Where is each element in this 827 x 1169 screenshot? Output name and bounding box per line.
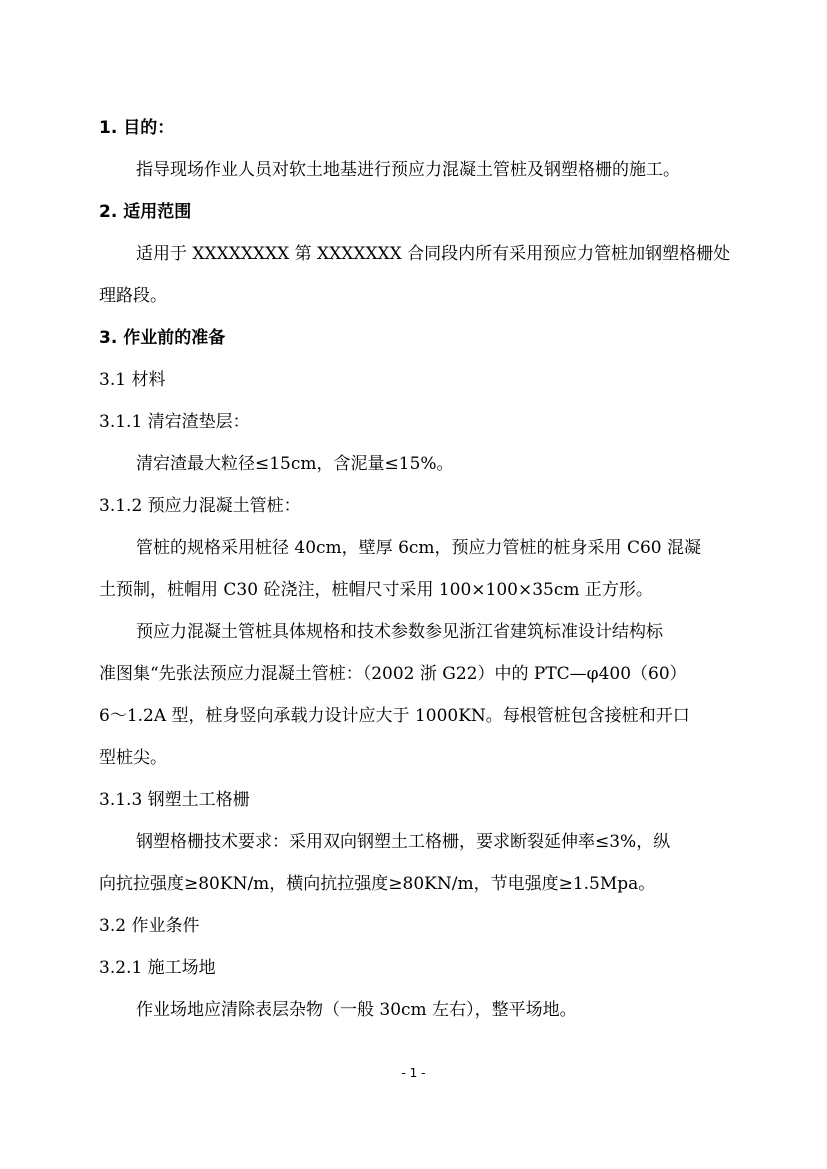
section-heading: 3.2.1 施工场地 xyxy=(99,958,216,978)
paragraph-line: 理路段。 xyxy=(99,286,167,306)
paragraph-line: 型桩尖。 xyxy=(99,748,167,768)
paragraph-line: 适用于 XXXXXXXX 第 XXXXXXX 合同段内所有采用预应力管桩加钢塑格栅处 xyxy=(136,244,731,264)
paragraph-line: 作业场地应清除表层杂物（一般 30cm 左右），整平场地。 xyxy=(136,1000,577,1020)
section-heading: 3.2 作业条件 xyxy=(99,916,200,936)
paragraph-line: 管桩的规格采用桩径 40cm，壁厚 6cm，预应力管桩的桩身采用 C60 混凝 xyxy=(136,538,701,558)
paragraph-line: 6～1.2A 型，桩身竖向承载力设计应大于 1000KN。每根管桩包含接桩和开口 xyxy=(99,706,690,726)
paragraph-line: 土预制，桩帽用 C30 砼浇注，桩帽尺寸采用 100×100×35cm 正方形。 xyxy=(99,580,653,600)
paragraph-line: 预应力混凝土管桩具体规格和技术参数参见浙江省建筑标准设计结构标 xyxy=(136,622,663,642)
heading-scope: 2. 适用范围 xyxy=(99,202,192,222)
page-number: - 1 - xyxy=(401,1066,426,1080)
paragraph-line: 向抗拉强度≥80KN/m，横向抗拉强度≥80KN/m，节电强度≥1.5Mpa。 xyxy=(99,874,656,894)
heading-purpose: 1. 目的： xyxy=(99,118,175,138)
section-heading: 3.1 材料 xyxy=(99,370,166,390)
heading-preparation: 3. 作业前的准备 xyxy=(99,328,226,348)
section-heading: 3.1.1 清宕渣垫层： xyxy=(99,412,250,432)
paragraph-line: 钢塑格栅技术要求：采用双向钢塑土工格栅，要求断裂延伸率≤3%，纵 xyxy=(136,832,671,852)
paragraph-line: 指导现场作业人员对软土地基进行预应力混凝土管桩及钢塑格栅的施工。 xyxy=(136,160,680,180)
section-heading: 3.1.3 钢塑土工格栅 xyxy=(99,790,250,810)
paragraph-line: 清宕渣最大粒径≤15cm，含泥量≤15%。 xyxy=(136,454,454,474)
paragraph-line: 准图集“先张法预应力混凝土管桩：（2002 浙 G22）中的 PTC—φ400（60） xyxy=(99,664,687,684)
section-heading: 3.1.2 预应力混凝土管桩： xyxy=(99,496,301,516)
